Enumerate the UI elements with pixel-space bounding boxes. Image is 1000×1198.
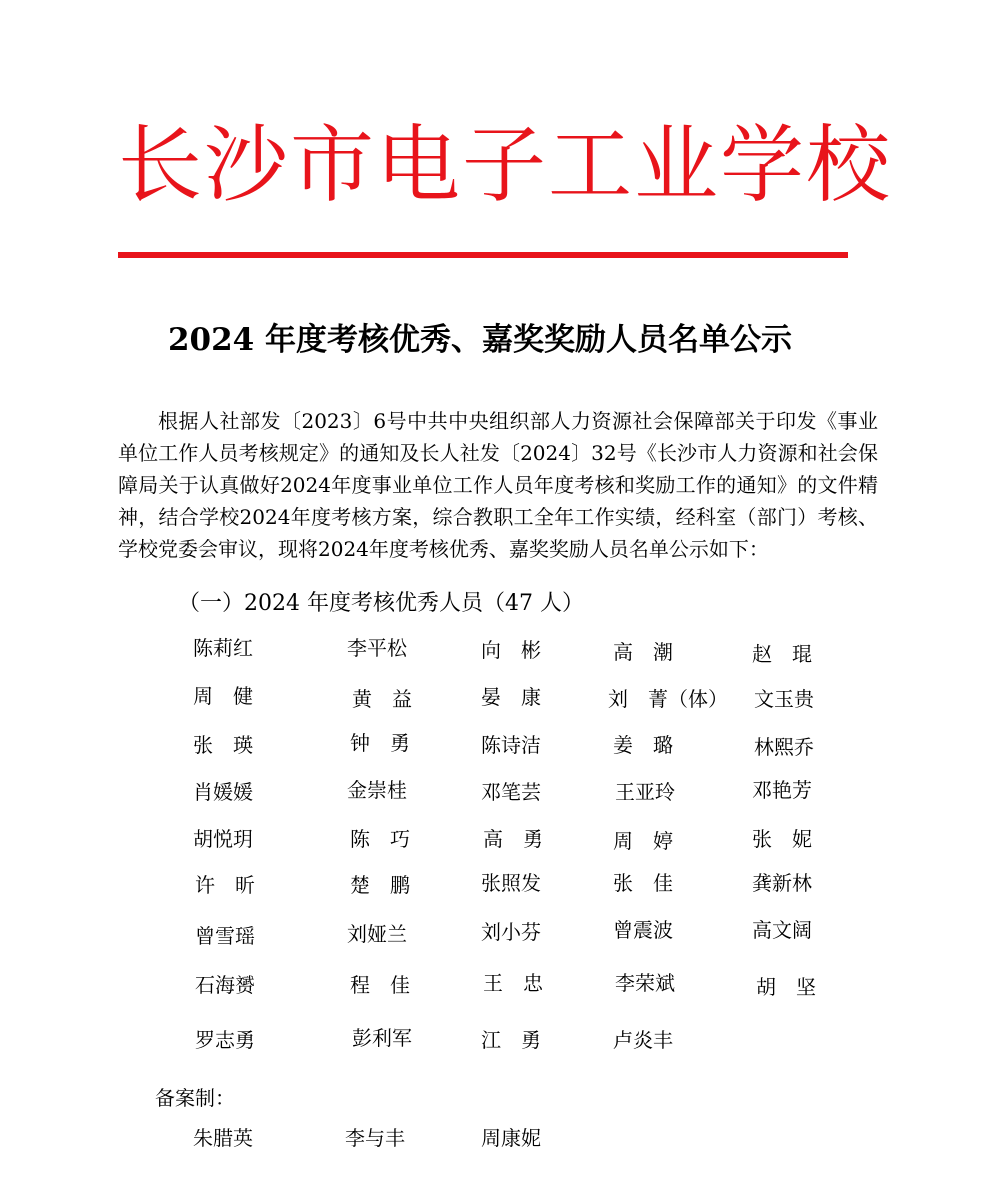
name-cell: 曾震波 (613, 918, 673, 942)
record-system-label: 备案制： (155, 1086, 235, 1110)
name-cell: 胡 坚 (756, 975, 816, 999)
name-cell: 陈莉红 (193, 636, 253, 660)
name-cell: 程 佳 (350, 973, 410, 997)
school-masthead: 长沙市电子工业学校 (118, 116, 893, 214)
name-cell: 向 彬 (481, 638, 541, 662)
name-cell: 邓笔芸 (481, 780, 541, 804)
name-cell: 陈诗洁 (481, 733, 541, 757)
name-cell: 高文阔 (752, 918, 812, 942)
name-cell: 晏 康 (481, 685, 541, 709)
name-cell: 高 潮 (613, 640, 673, 664)
name-cell: 龚新林 (752, 871, 812, 895)
name-cell: 钟 勇 (350, 731, 410, 755)
name-cell: 李荣斌 (615, 971, 675, 995)
name-cell: 陈 巧 (350, 827, 410, 851)
intro-paragraph-text: 根据人社部发〔2023〕6号中共中央组织部人力资源社会保障部关于印发《事业单位工作人员考核规定》的通知及长人社发〔2024〕32号《长沙市人力资源和社会保障局关于认真做好2024年度事业单位工作人员年度考核和奖励工作的通知》的文件精神，结合学校2024年度考核方案，综合教职工全年工作实绩，经科室（部门）考核、学校党委会审议，现将2024年度考核优秀、嘉奖奖励人员名单公示如下： (118, 409, 878, 561)
name-cell: 文玉贵 (754, 687, 814, 711)
name-cell: 邓艳芳 (752, 778, 812, 802)
name-cell: 曾雪瑶 (195, 924, 255, 948)
name-cell: 刘 菁（体） (608, 687, 728, 711)
name-cell: 周 健 (193, 684, 253, 708)
name-cell: 刘娅兰 (347, 922, 407, 946)
name-cell: 肖媛媛 (193, 780, 253, 804)
name-cell: 彭利军 (352, 1026, 412, 1050)
record-name-cell: 李与丰 (345, 1126, 405, 1150)
name-cell: 王亚玲 (615, 780, 675, 804)
name-cell: 张照发 (481, 871, 541, 895)
name-cell: 姜 璐 (613, 733, 673, 757)
name-cell: 黄 益 (352, 687, 412, 711)
name-cell: 金崇桂 (347, 778, 407, 802)
document-title: 2024 年度考核优秀、嘉奖奖励人员名单公示 (167, 322, 793, 358)
name-cell: 赵 琨 (752, 642, 812, 666)
name-cell: 李平松 (347, 636, 407, 660)
name-cell: 张 妮 (752, 827, 812, 851)
name-cell: 刘小芬 (481, 920, 541, 944)
name-cell: 许 昕 (195, 873, 255, 897)
red-divider-line (118, 252, 848, 258)
name-cell: 江 勇 (481, 1028, 541, 1052)
name-cell: 罗志勇 (195, 1028, 255, 1052)
name-cell: 王 忠 (483, 971, 543, 995)
name-cell: 高 勇 (483, 827, 543, 851)
section-heading-excellent: （一）2024 年度考核优秀人员（47 人） (178, 591, 584, 616)
name-cell: 林熙乔 (754, 735, 814, 759)
record-name-cell: 周康妮 (481, 1126, 541, 1150)
name-cell: 楚 鹏 (350, 873, 410, 897)
intro-paragraph (118, 405, 878, 565)
name-cell: 周 婷 (613, 829, 673, 853)
name-cell: 胡悦玥 (193, 827, 253, 851)
name-cell: 张 佳 (613, 871, 673, 895)
name-cell: 张 瑛 (193, 733, 253, 757)
name-cell: 石海赟 (195, 973, 255, 997)
record-name-cell: 朱腊英 (193, 1126, 253, 1150)
name-cell: 卢炎丰 (613, 1028, 673, 1052)
